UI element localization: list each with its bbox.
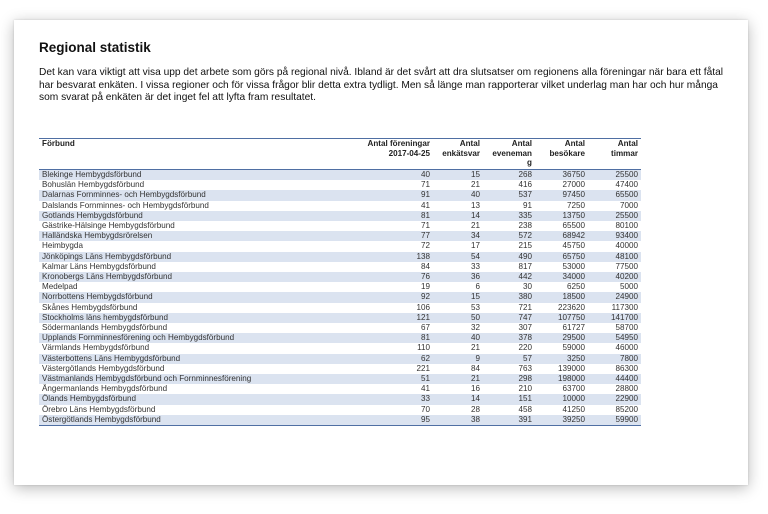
- document-page: [14, 20, 748, 485]
- cell-antal-evenemang: 721: [518, 302, 532, 312]
- cell-forbund: Södermanlands Hembygdsförbund: [42, 323, 168, 333]
- cell-antal-foreningar: 19: [420, 282, 430, 292]
- cell-antal-enkatsvar: 38: [470, 414, 480, 424]
- cell-antal-enkatsvar: 9: [475, 353, 480, 363]
- cell-forbund: Norrbottens Hembygdsförbund: [42, 292, 153, 302]
- cell-antal-timmar: 25500: [615, 210, 638, 220]
- cell-antal-timmar: 40200: [615, 272, 638, 282]
- cell-antal-timmar: 117300: [611, 302, 638, 312]
- cell-antal-foreningar: 33: [420, 394, 430, 404]
- cell-antal-evenemang: 307: [518, 323, 532, 333]
- cell-antal-besokare: 61727: [562, 323, 585, 333]
- cell-antal-evenemang: 238: [518, 221, 532, 231]
- table-row: [39, 292, 641, 302]
- cell-antal-foreningar: 84: [420, 261, 430, 271]
- cell-antal-besokare: 139000: [557, 363, 585, 373]
- cell-antal-enkatsvar: 15: [470, 170, 480, 179]
- cell-forbund: Upplands Fornminnesförening och Hembygdsförbund: [42, 333, 235, 343]
- cell-antal-enkatsvar: 28: [470, 404, 480, 414]
- cell-antal-foreningar: 77: [420, 231, 430, 241]
- cell-antal-besokare: 29500: [562, 333, 585, 343]
- cell-forbund: Blekinge Hembygdsförbund: [42, 170, 142, 179]
- cell-antal-timmar: 40000: [615, 241, 638, 251]
- cell-antal-timmar: 58700: [615, 323, 638, 333]
- cell-antal-timmar: 5000: [619, 282, 638, 292]
- cell-antal-foreningar: 110: [417, 343, 430, 353]
- cell-forbund: Västergötlands Hembygdsförbund: [42, 363, 165, 373]
- cell-antal-foreningar: 121: [416, 312, 430, 322]
- cell-antal-enkatsvar: 6: [475, 282, 480, 292]
- table-row: [39, 262, 641, 272]
- table-row: [39, 405, 641, 415]
- cell-forbund: Kronobergs Läns Hembygdsförbund: [42, 272, 173, 282]
- table-row: [39, 211, 641, 221]
- cell-antal-besokare: 107750: [557, 312, 585, 322]
- cell-forbund: Jönköpings Läns Hembygdsförbund: [42, 251, 172, 261]
- cell-antal-foreningar: 81: [420, 333, 430, 343]
- cell-antal-besokare: 59000: [562, 343, 585, 353]
- cell-antal-enkatsvar: 15: [470, 292, 480, 302]
- cell-antal-timmar: 141700: [610, 312, 638, 322]
- cell-antal-foreningar: 71: [420, 221, 430, 231]
- cell-antal-timmar: 44400: [615, 374, 638, 384]
- cell-antal-evenemang: 210: [518, 384, 532, 394]
- cell-antal-foreningar: 51: [420, 374, 430, 384]
- cell-antal-besokare: 45750: [562, 241, 585, 251]
- cell-antal-besokare: 13750: [562, 210, 585, 220]
- cell-antal-besokare: 65500: [562, 221, 585, 231]
- table-row: [39, 241, 641, 251]
- cell-antal-foreningar: 40: [420, 170, 430, 179]
- table-row: [39, 354, 641, 364]
- cell-antal-besokare: 27000: [562, 180, 585, 190]
- cell-antal-timmar: 65500: [615, 190, 638, 200]
- cell-forbund: Ångermanlands Hembygdsförbund: [42, 384, 168, 394]
- cell-antal-enkatsvar: 84: [470, 363, 480, 373]
- cell-antal-enkatsvar: 50: [470, 312, 480, 322]
- cell-forbund: Heimbygda: [42, 241, 83, 251]
- cell-forbund: Bohuslän Hembygdsförbund: [42, 180, 145, 190]
- cell-antal-foreningar: 81: [420, 210, 430, 220]
- cell-forbund: Skånes Hembygdsförbund: [42, 302, 138, 312]
- cell-antal-evenemang: 537: [518, 190, 532, 200]
- cell-antal-enkatsvar: 21: [470, 180, 480, 190]
- cell-antal-enkatsvar: 34: [470, 231, 480, 241]
- document-content: [39, 40, 729, 424]
- cell-antal-besokare: 65750: [562, 251, 585, 261]
- cell-antal-foreningar: 41: [420, 200, 430, 210]
- cell-antal-foreningar: 95: [420, 414, 430, 424]
- cell-antal-evenemang: 380: [518, 292, 532, 302]
- cell-antal-timmar: 86300: [615, 363, 638, 373]
- cell-forbund: Halländska Hembygdsrörelsen: [42, 231, 153, 241]
- cell-antal-besokare: 39250: [562, 414, 585, 424]
- cell-antal-timmar: 85200: [615, 404, 638, 414]
- cell-forbund: Västmanlands Hembygdsförbund och Fornminnesförening: [42, 374, 252, 384]
- page-title: Regional statistik: [39, 40, 151, 55]
- cell-forbund: Örebro Läns Hembygdsförbund: [42, 404, 156, 414]
- cell-antal-timmar: 7000: [619, 200, 638, 210]
- table-row: [39, 313, 641, 323]
- table-row: [39, 221, 641, 231]
- cell-antal-foreningar: 76: [420, 272, 430, 282]
- cell-antal-foreningar: 71: [420, 180, 430, 190]
- header-forbund: Förbund: [42, 139, 75, 148]
- header-antal-besokare: Antal besökare: [549, 139, 585, 158]
- header-antal-timmar: Antal timmar: [611, 139, 638, 158]
- cell-antal-enkatsvar: 16: [470, 384, 480, 394]
- table-row: [39, 282, 641, 292]
- cell-antal-foreningar: 92: [420, 292, 430, 302]
- cell-forbund: Gotlands Hembygdsförbund: [42, 210, 143, 220]
- table-row: [39, 343, 641, 353]
- cell-antal-besokare: 63700: [562, 384, 585, 394]
- cell-antal-evenemang: 220: [518, 343, 532, 353]
- cell-antal-evenemang: 747: [518, 312, 532, 322]
- cell-antal-evenemang: 572: [518, 231, 532, 241]
- cell-forbund: Medelpad: [42, 282, 78, 292]
- cell-antal-enkatsvar: 33: [470, 261, 480, 271]
- cell-forbund: Gästrike-Hälsinge Hembygdsförbund: [42, 221, 175, 231]
- cell-forbund: Ölands Hembygdsförbund: [42, 394, 137, 404]
- cell-antal-evenemang: 335: [518, 210, 532, 220]
- cell-forbund: Dalslands Fornminnes- och Hembygdsförbund: [42, 200, 209, 210]
- cell-antal-evenemang: 490: [518, 251, 532, 261]
- table-row: [39, 272, 641, 282]
- cell-antal-foreningar: 91: [420, 190, 430, 200]
- cell-antal-besokare: 97450: [562, 190, 585, 200]
- cell-antal-besokare: 68942: [562, 231, 585, 241]
- cell-antal-evenemang: 391: [518, 414, 532, 424]
- cell-antal-foreningar: 67: [420, 323, 430, 333]
- regional-statistics-table: [39, 138, 641, 426]
- table-row: [39, 180, 641, 190]
- cell-antal-timmar: 46000: [615, 343, 638, 353]
- table-body: [39, 170, 641, 426]
- cell-antal-foreningar: 221: [416, 363, 430, 373]
- cell-antal-besokare: 3250: [566, 353, 585, 363]
- cell-antal-foreningar: 138: [416, 251, 430, 261]
- cell-antal-timmar: 59900: [615, 414, 638, 424]
- cell-antal-foreningar: 41: [420, 384, 430, 394]
- cell-antal-foreningar: 106: [416, 302, 430, 312]
- cell-antal-timmar: 54950: [615, 333, 638, 343]
- cell-antal-evenemang: 57: [522, 353, 532, 363]
- cell-antal-evenemang: 378: [518, 333, 532, 343]
- cell-antal-besokare: 41250: [562, 404, 585, 414]
- cell-antal-enkatsvar: 40: [470, 190, 480, 200]
- cell-antal-besokare: 53000: [562, 261, 585, 271]
- table-row: [39, 252, 641, 262]
- cell-antal-evenemang: 416: [518, 180, 532, 190]
- cell-antal-evenemang: 298: [518, 374, 532, 384]
- cell-antal-evenemang: 268: [518, 170, 532, 179]
- cell-antal-timmar: 93400: [615, 231, 638, 241]
- table-row: [39, 303, 641, 313]
- cell-antal-enkatsvar: 40: [470, 333, 480, 343]
- table-row: [39, 201, 641, 211]
- cell-antal-foreningar: 62: [420, 353, 430, 363]
- cell-antal-evenemang: 817: [518, 261, 532, 271]
- table-row: [39, 374, 641, 384]
- cell-forbund: Kalmar Läns Hembygdsförbund: [42, 261, 156, 271]
- cell-antal-timmar: 24900: [615, 292, 638, 302]
- cell-antal-timmar: 77500: [615, 261, 638, 271]
- cell-antal-timmar: 80100: [615, 221, 638, 231]
- cell-antal-besokare: 6250: [566, 282, 585, 292]
- cell-antal-besokare: 198000: [557, 374, 585, 384]
- header-antal-enkatsvar: Antal enkätsvar: [442, 139, 480, 158]
- header-antal-foreningar: Antal föreningar 2017-04-25: [367, 139, 430, 158]
- cell-antal-enkatsvar: 21: [470, 343, 480, 353]
- cell-antal-enkatsvar: 32: [470, 323, 480, 333]
- cell-antal-timmar: 22900: [615, 394, 638, 404]
- cell-antal-evenemang: 30: [522, 282, 532, 292]
- cell-forbund: Värmlands Hembygdsförbund: [42, 343, 150, 353]
- cell-forbund: Västerbottens Läns Hembygdsförbund: [42, 353, 181, 363]
- table-row: [39, 384, 641, 394]
- table-row: [39, 170, 641, 181]
- table-header: [39, 139, 641, 170]
- cell-antal-evenemang: 458: [518, 404, 532, 414]
- table-row: [39, 190, 641, 200]
- cell-antal-timmar: 28800: [615, 384, 638, 394]
- cell-antal-enkatsvar: 54: [470, 251, 480, 261]
- cell-antal-besokare: 34000: [562, 272, 585, 282]
- table-row: [39, 231, 641, 241]
- table-row: [39, 323, 641, 333]
- cell-antal-evenemang: 151: [518, 394, 532, 404]
- table-row: [39, 394, 641, 404]
- table-row: [39, 364, 641, 374]
- cell-forbund: Stockholms läns hembygdsförbund: [42, 312, 168, 322]
- cell-antal-enkatsvar: 13: [470, 200, 480, 210]
- cell-antal-enkatsvar: 53: [470, 302, 480, 312]
- cell-antal-evenemang: 91: [522, 200, 532, 210]
- cell-antal-enkatsvar: 17: [470, 241, 480, 251]
- cell-forbund: Östergötlands Hembygdsförbund: [42, 414, 161, 424]
- cell-antal-besokare: 10000: [562, 394, 585, 404]
- cell-antal-besokare: 18500: [562, 292, 585, 302]
- table-row: [39, 415, 641, 426]
- intro-paragraph: Det kan vara viktigt att visa upp det arbete som görs på regional nivå. Ibland är det svårt att dra slutsatser om regionens alla föreningar när bara ett fåtal har besvarat enkäten. I vissa regioner och för vissa frågor blir detta extra tydligt. Men så länge man rapporterar vilket underlag man har och hur många som svarat på enkäten är det inget fel att lyfta fram resultatet.: [39, 67, 724, 103]
- cell-forbund: Dalarnas Fornminnes- och Hembygdsförbund: [42, 190, 206, 200]
- cell-antal-timmar: 48100: [615, 251, 638, 261]
- cell-antal-timmar: 7800: [619, 353, 638, 363]
- cell-antal-enkatsvar: 21: [470, 221, 480, 231]
- cell-antal-evenemang: 442: [518, 272, 532, 282]
- cell-antal-enkatsvar: 14: [470, 394, 480, 404]
- cell-antal-foreningar: 72: [420, 241, 430, 251]
- cell-antal-enkatsvar: 21: [470, 374, 480, 384]
- cell-antal-enkatsvar: 36: [470, 272, 480, 282]
- cell-antal-evenemang: 763: [518, 363, 532, 373]
- cell-antal-foreningar: 70: [420, 404, 430, 414]
- table-header-row: [39, 139, 641, 170]
- cell-antal-besokare: 223620: [557, 302, 585, 312]
- cell-antal-besokare: 36750: [562, 170, 585, 179]
- cell-antal-enkatsvar: 14: [470, 210, 480, 220]
- table-row: [39, 333, 641, 343]
- cell-antal-besokare: 7250: [566, 200, 585, 210]
- header-antal-evenemang: Antal eveneman g: [492, 139, 532, 167]
- cell-antal-timmar: 25500: [615, 170, 638, 179]
- cell-antal-evenemang: 215: [518, 241, 532, 251]
- cell-antal-timmar: 47400: [615, 180, 638, 190]
